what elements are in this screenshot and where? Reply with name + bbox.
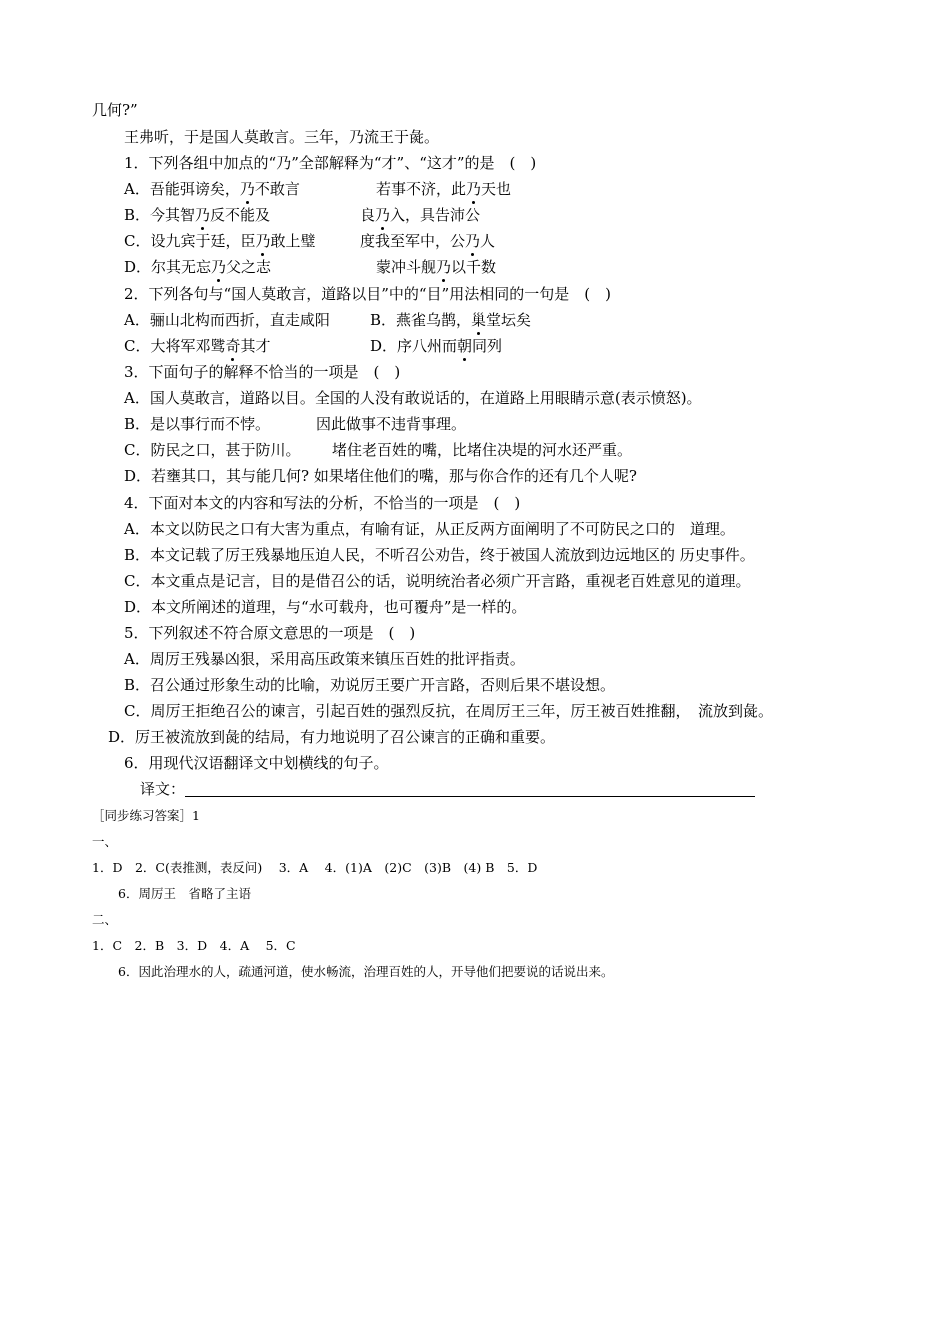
q2-option-c: C．大将军邓骘奇其才 [124, 337, 271, 355]
emphasis-dot-char: 乃 [375, 206, 391, 224]
q1-option-c-first: C．设九宾于廷，臣乃敢上璧 [124, 232, 316, 250]
answers-part-1-label: 一、 [92, 834, 118, 849]
q1-stem: 1．下列各组中加点的“乃”全部解释为“才”、“这才”的是 ( ) [124, 154, 537, 172]
q2-option-b: B．燕雀乌鹊，巢堂坛矣 [370, 311, 532, 329]
emphasis-dot-char: 朝 [457, 337, 473, 355]
q1-option-c-second: 度我至军中，公乃人 [360, 232, 496, 250]
q1-option-a [124, 179, 824, 199]
q1-option-d [124, 257, 824, 277]
q4-option-b: B．本文记载了厉王残暴地压迫人民，不听召公劝告，终于被国人流放到边远地区的 历史事件。 [124, 546, 755, 564]
emphasis-dot-char: 乃 [466, 180, 482, 198]
q6-answer-line [140, 779, 755, 799]
passage-line-2: 王弗听，于是国人莫敢言。三年，乃流王于彘。 [124, 128, 440, 146]
q3-option-d: D．若壅其口，其与能几何? 如果堵住他们的嘴，那与你合作的还有几个人呢? [124, 467, 637, 485]
q1-option-d-first: D．尔其无忘乃父之志 [124, 258, 272, 276]
q5-option-d: D．厉王被流放到彘的结局，有力地说明了召公谏言的正确和重要。 [108, 728, 556, 746]
q5-option-c: C．周厉王拒绝召公的谏言，引起百姓的强烈反抗，在周厉王三年，厉王被百姓推翻， 流放到彘。 [124, 702, 773, 720]
answers-part-1-line-2: 6．周厉王 省略了主语 [118, 886, 251, 901]
translation-blank[interactable] [185, 781, 755, 797]
q3-option-a: A．国人莫敢言，道路以目。全国的人没有敢说话的，在道路上用眼睛示意(表示愤怒)。 [124, 389, 702, 407]
q2-option-d: D．序八州而朝同列 [370, 337, 503, 355]
q6-stem: 6．用现代汉语翻译文中划横线的句子。 [124, 754, 389, 772]
q1-option-b [124, 205, 824, 225]
emphasis-dot-char: 奇 [225, 337, 241, 355]
q4-option-c: C．本文重点是记言，目的是借召公的话，说明统治者必须广开言路，重视老百姓意见的道理。 [124, 572, 751, 590]
answers-heading: ［同步练习答案］1 [92, 808, 200, 823]
answers-part-2-line-2: 6．因此治理水的人，疏通河道，使水畅流，治理百姓的人，开导他们把要说的话说出来。 [118, 964, 614, 979]
emphasis-dot-char: 巢 [471, 311, 487, 329]
answers-part-1-line-1: 1．D 2．C(表推测，表反问) 3．A 4．(1)A (2)C (3)B (4) B 5．D [92, 860, 538, 875]
q2-stem: 2．下列各句与“国人莫敢言，道路以目”中的“目”用法相同的一句是 ( ) [124, 285, 611, 303]
q1-option-a-first: A．吾能弭谤矣，乃不敢言 [124, 180, 300, 198]
answers-part-2-line-1: 1．C 2．B 3．D 4．A 5．C [92, 938, 296, 953]
q2-option-a: A．骊山北构而西折，直走咸阳 [124, 311, 330, 329]
q1-option-d-second: 蒙冲斗舰乃以千数 [376, 258, 497, 276]
q1-option-b-first: B．今其智乃反不能及 [124, 206, 271, 224]
q4-option-d: D．本文所阐述的道理，与“水可载舟，也可覆舟”是一样的。 [124, 598, 527, 616]
passage-line-1: 几何?” [92, 101, 138, 119]
emphasis-dot-char: 乃 [436, 258, 452, 276]
q5-option-a: A．周厉王残暴凶狠，采用高压政策来镇压百姓的批评指责。 [124, 650, 525, 668]
q1-option-a-second: 若事不济，此乃天也 [376, 180, 512, 198]
q3-option-b: B．是以事行而不悖。 因此做事不违背事理。 [124, 415, 467, 433]
q4-option-a: A．本文以防民之口有大害为重点，有喻有证，从正反两方面阐明了不可防民之口的 道理。 [124, 520, 735, 538]
q3-option-c: C．防民之口，甚于防川。 堵住老百姓的嘴，比堵住决堤的河水还严重。 [124, 441, 633, 459]
emphasis-dot-char: 乃 [465, 232, 481, 250]
q5-option-b: B．召公通过形象生动的比喻，劝说厉王要广开言路，否则后果不堪设想。 [124, 676, 616, 694]
emphasis-dot-char: 乃 [211, 258, 227, 276]
translation-label: 译文： [140, 780, 186, 798]
q1-option-b-second: 良乃入，具告沛公 [360, 206, 481, 224]
q3-stem: 3．下面句子的解释不恰当的一项是 ( ) [124, 363, 401, 381]
emphasis-dot-char: 乃 [239, 180, 255, 198]
emphasis-dot-char: 乃 [255, 232, 271, 250]
answers-part-2-label: 二、 [92, 912, 118, 927]
q2-options-cd [124, 336, 824, 356]
q4-stem: 4．下面对本文的内容和写法的分析，不恰当的一项是 ( ) [124, 494, 521, 512]
q1-option-c [124, 231, 824, 251]
emphasis-dot-char: 乃 [195, 206, 211, 224]
q5-stem: 5．下列叙述不符合原文意思的一项是 ( ) [124, 624, 416, 642]
q2-options-ab [124, 310, 824, 330]
